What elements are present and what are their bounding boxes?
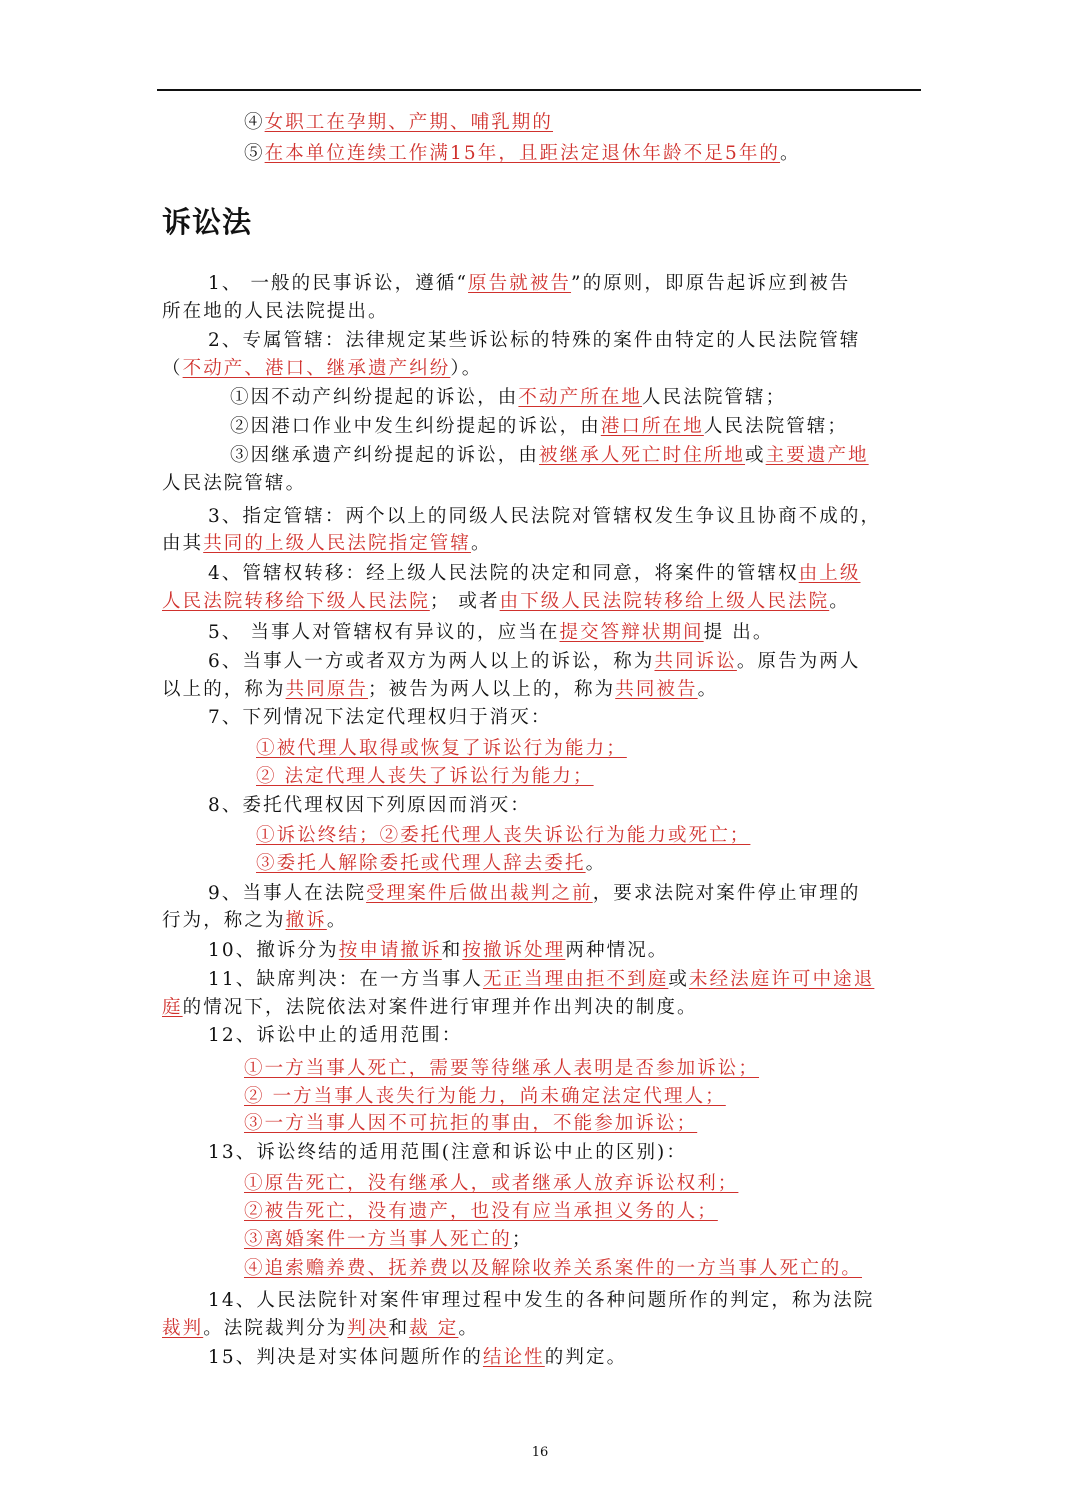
paragraph-4: 4、管辖权转移：经上级人民法院的决定和同意，将案件的管辖权由上级 [208,563,861,584]
list-item: ①原告死亡，没有继承人，或者继承人放弃诉讼权利； [244,1173,739,1194]
paragraph-4-cont: 人民法院转移给下级人民法院； 或者由下级人民法院转移给上级人民法院。 [162,591,850,612]
list-item: ②被告死亡，没有遗产，也没有应当承担义务的人； [244,1201,718,1222]
list-item: ④女职工在孕期、产期、哺乳期的 [244,112,554,133]
paragraph-6-cont: 以上的，称为共同原告；被告为两人以上的，称为共同被告。 [162,679,719,700]
paragraph-14-cont: 裁判。法院裁判分为判决和裁 定。 [162,1318,480,1339]
paragraph-6: 6、当事人一方或者双方为两人以上的诉讼，称为共同诉讼。原告为两人 [208,651,861,672]
paragraph-12: 12、诉讼中止的适用范围： [208,1025,463,1046]
list-item: ③离婚案件一方当事人死亡的； [244,1229,533,1250]
paragraph-2: 2、专属管辖：法律规定某些诉讼标的特殊的案件由特定的人民法院管辖 [208,330,861,351]
list-item: ①因不动产纠纷提起的诉讼，由不动产所在地人民法院管辖； [230,387,787,408]
list-item: ④追索赡养费、抚养费以及解除收养关系案件的一方当事人死亡的。 [244,1258,863,1279]
paragraph-9-cont: 行为，称之为撤诉。 [162,910,348,931]
paragraph-7: 7、下列情况下法定代理权归于消灭： [208,707,552,728]
list-item: ② 一方当事人丧失行为能力，尚未确定法定代理人； [244,1086,726,1107]
list-item: ③委托人解除委托或代理人辞去委托。 [256,853,607,874]
paragraph-3-cont: 由其共同的上级人民法院指定管辖。 [162,533,492,554]
header-rule [157,89,921,91]
paragraph-13: 13、诉讼终结的适用范围(注意和诉讼中止的区别)： [208,1142,687,1163]
list-item: ③一方当事人因不可抗拒的事由，不能参加诉讼； [244,1113,698,1134]
list-item: ⑤在本单位连续工作满15年，且距法定退休年龄不足5年的。 [244,143,801,164]
list-item: ②因港口作业中发生纠纷提起的诉讼，由港口所在地人民法院管辖； [230,416,849,437]
paragraph-8: 8、委托代理权因下列原因而消灭： [208,795,531,816]
list-item: ①诉讼终结；②委托代理人丧失诉讼行为能力或死亡； [256,825,751,846]
paragraph-1: 1、 一般的民事诉讼，遵循“原告就被告”的原则，即原告起诉应到被告 [208,273,851,294]
paragraph-3: 3、指定管辖：两个以上的同级人民法院对管辖权发生争议且协商不成的， [208,506,882,527]
paragraph-9: 9、当事人在法院受理案件后做出裁判之前，要求法院对案件停止审理的 [208,883,861,904]
paragraph-5: 5、 当事人对管辖权有异议的，应当在提交答辩状期间提 出。 [208,622,774,643]
section-title: 诉讼法 [162,205,253,239]
paragraph-2-cont: （不动产、港口、继承遗产纠纷）。 [162,358,483,379]
list-item: ①一方当事人死亡，需要等待继承人表明是否参加诉讼； [244,1058,760,1079]
list-item-cont: 人民法院管辖。 [162,473,307,494]
list-item: ② 法定代理人丧失了诉讼行为能力； [256,766,594,787]
paragraph-14: 14、人民法院针对案件审理过程中发生的各种问题所作的判定，称为法院 [208,1290,875,1311]
page-number: 16 [531,1445,549,1460]
paragraph-11: 11、缺席判决：在一方当事人无正当理由拒不到庭或未经法庭许可中途退 [208,969,875,990]
paragraph-15: 15、判决是对实体问题所作的结论性的判定。 [208,1347,628,1368]
list-item: ③因继承遗产纠纷提起的诉讼，由被继承人死亡时住所地或主要遗产地 [230,445,869,466]
list-item: ①被代理人取得或恢复了诉讼行为能力； [256,738,627,759]
paragraph-11-cont: 庭的情况下，法院依法对案件进行审理并作出判决的制度。 [162,997,698,1018]
paragraph-1-cont: 所在地的人民法院提出。 [162,301,389,322]
paragraph-10: 10、撤诉分为按申请撤诉和按撤诉处理两种情况。 [208,940,669,961]
